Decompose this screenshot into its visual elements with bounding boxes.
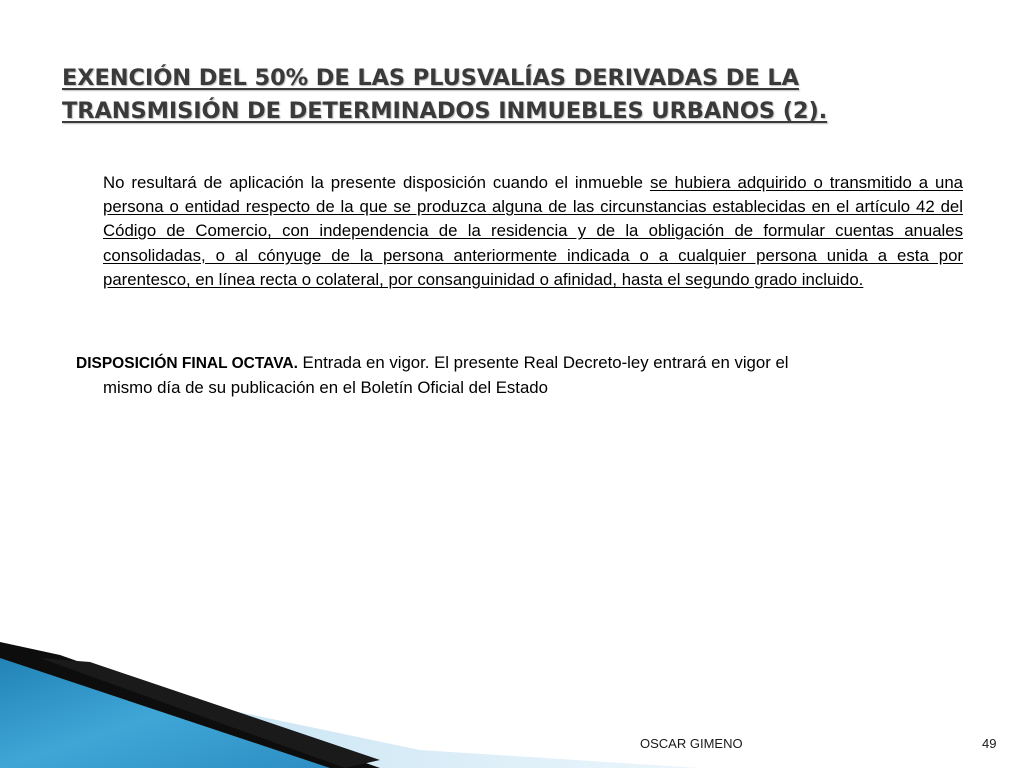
paragraph-intro-text: No resultará de aplicación la presente disposición cuando el inmueble: [103, 173, 650, 192]
page-number: 49: [982, 736, 997, 751]
paragraph-underlined-text: se hubiera adquirido o transmitido a una persona o entidad respecto de la que se produzca alguna de las circunstancias establecidas en el artículo 42 del Código de Comercio, con independencia de la residencia y de la obligación de formular cuentas anuales consolidadas, o al cónyuge de la persona anteriormente indicada o a cualquier persona unida a esta por parentesco, en línea recta o colateral, por consanguinidad o afinidad, hasta el segundo grado incluido.: [103, 173, 963, 289]
corner-decoration: [0, 600, 700, 768]
exemption-paragraph: [103, 171, 963, 292]
provision-heading: DISPOSICIÓN FINAL OCTAVA.: [76, 355, 298, 372]
footer-author: OSCAR GIMENO: [640, 736, 743, 751]
slide-title: EXENCIÓN DEL 50% DE LAS PLUSVALÍAS DERIVADAS DE LA TRANSMISIÓN DE DETERMINADOS INMUEBLES URBANOS (2).: [62, 65, 828, 124]
provision-text: Entrada en vigor. El presente Real Decreto-ley entrará en vigor el: [297, 353, 789, 372]
provision-continuation: mismo día de su publicación en el Boletín Oficial del Estado: [103, 378, 548, 398]
final-provision-paragraph: [76, 351, 963, 400]
